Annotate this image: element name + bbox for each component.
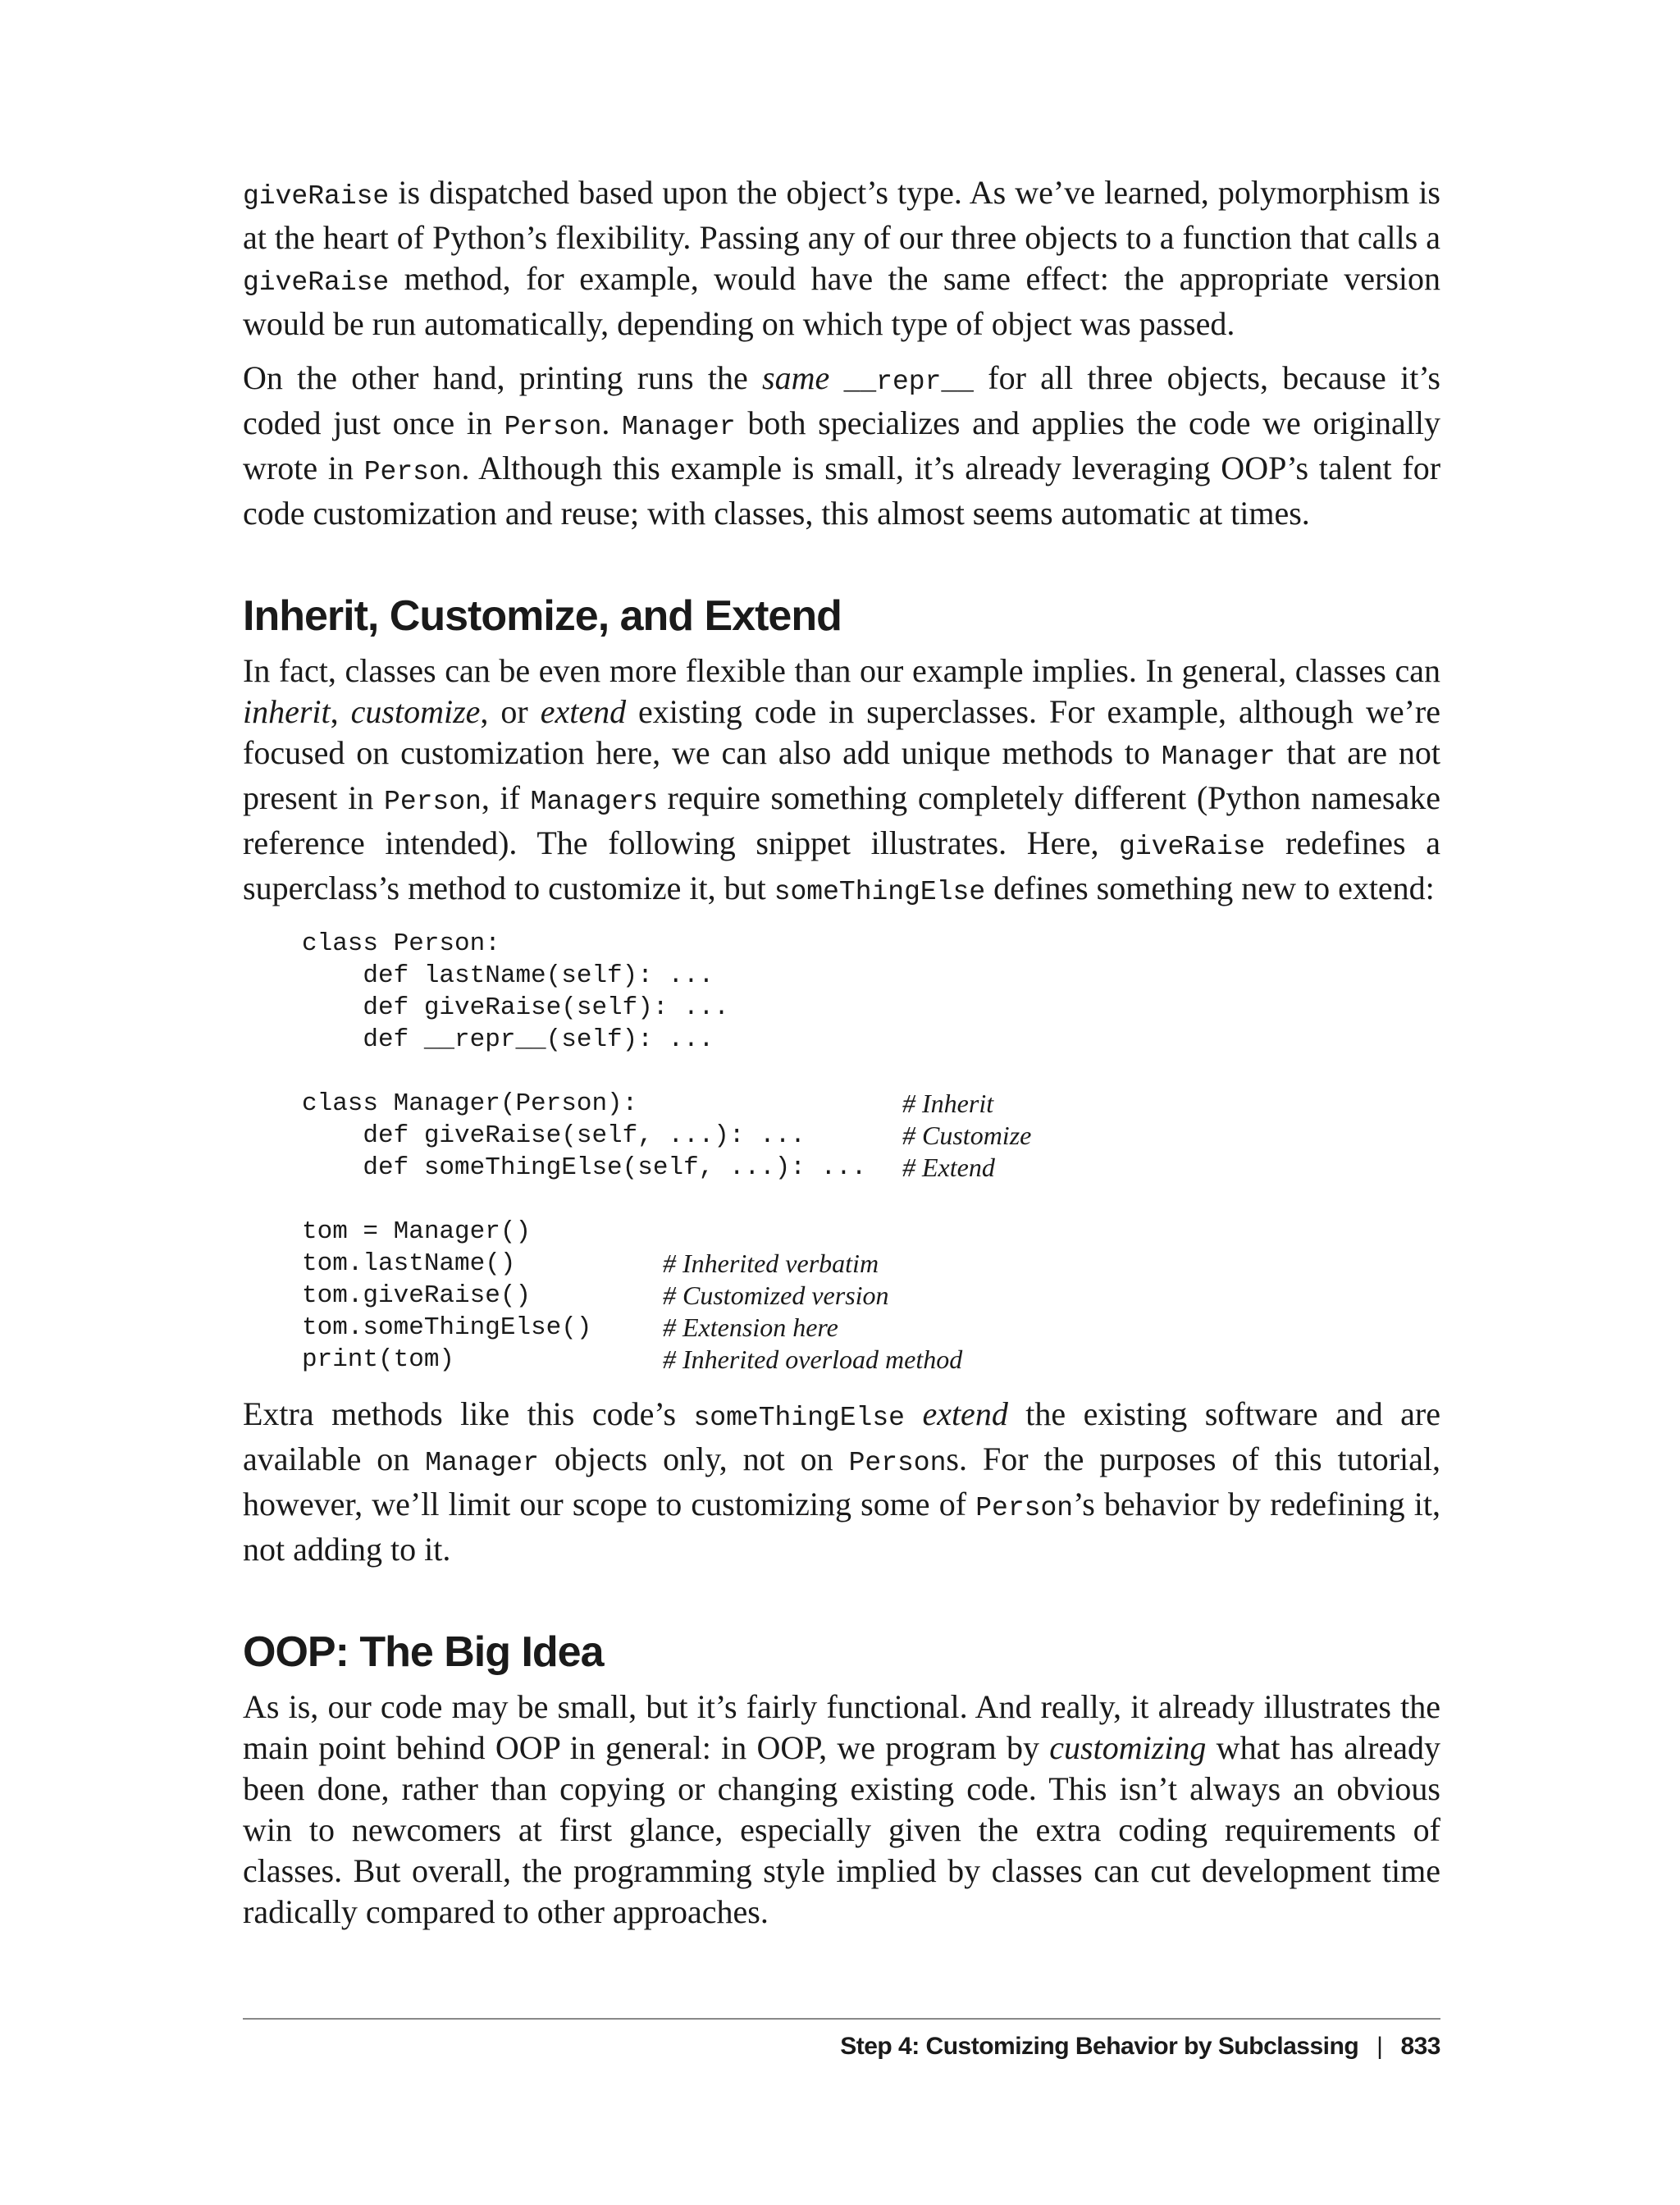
section-heading-oop: OOP: The Big Idea — [243, 1628, 604, 1676]
text: . — [601, 404, 623, 441]
code-comment: # Inherited overload method — [663, 1344, 963, 1374]
text: ’s behavior by redefining it, not adding to it. — [243, 1486, 1441, 1568]
text: the existing software and are available on — [243, 1395, 1441, 1477]
emphasis: customizing — [1049, 1729, 1207, 1766]
inline-code: Manager — [425, 1448, 539, 1478]
inline-code: Person — [384, 787, 482, 817]
inline-code: giveRaise — [1119, 832, 1266, 862]
code-comment: # Extend — [902, 1153, 995, 1182]
page-footer — [840, 2033, 1440, 2061]
paragraph-inherit — [243, 651, 1440, 913]
code-line: tom.giveRaise() # Customized version — [302, 1281, 889, 1310]
emphasis: extend — [922, 1395, 1008, 1432]
code-line: def lastName(self): ... — [302, 961, 714, 990]
inline-code: someThingElse — [693, 1403, 905, 1433]
text: for all three objects, because it’s coded just once in — [243, 359, 1440, 441]
code-line: tom.lastName() # Inherited verbatim — [302, 1249, 879, 1278]
text: what has already been done, rather than copying or changing existing code. This isn’t always an obvious win to newcomers at first glance, especially given the extra coding requirements of classes. But overall, the programming style implied by classes can cut development time radically compared to other approaches. — [243, 1729, 1440, 1930]
paragraph-oop — [243, 1687, 1440, 1933]
emphasis: same — [762, 359, 830, 396]
inline-code: Manager — [622, 412, 736, 442]
paragraph-printing — [243, 358, 1440, 534]
text: , or — [480, 693, 541, 730]
code-line: print(tom) # Inherited overload method — [302, 1344, 963, 1374]
text: both specializes and applies the code we originally wrote in — [243, 404, 1441, 486]
inline-code: Person — [363, 457, 462, 487]
page-number: 833 — [1400, 2033, 1440, 2060]
code-line: def __repr__(self): ... — [302, 1025, 714, 1054]
text — [905, 1395, 922, 1432]
code-line: def someThingElse(self, ...): ... # Extend — [302, 1153, 995, 1182]
emphasis: inherit — [243, 693, 331, 730]
footer-divider — [243, 2018, 1440, 2020]
running-footer-title: Step 4: Customizing Behavior by Subclassing — [840, 2033, 1359, 2060]
inline-code: someThingElse — [774, 877, 986, 907]
text: s. For the purposes of this tutorial, however, we’ll limit our scope to customizing some of — [243, 1440, 1440, 1522]
code-comment: # Customized version — [663, 1281, 889, 1310]
footer-separator: | — [1376, 2033, 1383, 2060]
text: defines something new to extend: — [985, 870, 1435, 906]
code-line: tom.someThingElse() # Extension here — [302, 1312, 838, 1342]
inline-code: __repr__ — [843, 367, 974, 397]
inline-code: giveRaise — [243, 181, 390, 212]
paragraph-extra-methods — [243, 1394, 1440, 1570]
text: method, for example, would have the same effect: the appropriate version would be run automatically, depending on which type of object was passed. — [243, 260, 1440, 342]
code-comment: # Customize — [902, 1121, 1032, 1150]
emphasis: customize — [350, 693, 481, 730]
text: redefines a superclass’s method to customize it, but — [243, 824, 1440, 906]
emphasis: extend — [540, 693, 627, 730]
code-line: class Manager(Person): # Inherit — [302, 1089, 994, 1118]
text: existing code in superclasses. For example, although we’re focused on customization here, we can also add unique methods to — [243, 693, 1440, 771]
text: Extra methods like this code’s — [243, 1395, 694, 1432]
inline-code: Manager — [1161, 742, 1276, 772]
inline-code: Person — [975, 1493, 1074, 1523]
text: On the other hand, printing runs the — [243, 359, 763, 396]
code-line: class Person: — [302, 929, 500, 958]
text: is dispatched based upon the object’s type. As we’ve learned, polymorphism is at the heart of Python’s flexibility. Passing any of our three objects to a function that calls a — [243, 174, 1440, 256]
inline-code: Person — [848, 1448, 947, 1478]
inline-code: Person — [504, 412, 602, 442]
code-comment: # Inherited verbatim — [663, 1249, 879, 1278]
inline-code: giveRaise — [243, 267, 390, 298]
page-content — [243, 172, 1440, 1946]
code-comment: # Inherit — [902, 1089, 994, 1118]
code-line: def giveRaise(self): ... — [302, 993, 729, 1022]
text: As is, our code may be small, but it’s fairly functional. And really, it already illustrates the main point behind OOP in general: in OOP, we program by — [243, 1688, 1440, 1766]
text: , — [330, 693, 351, 730]
text: s require something completely different (Python namesake reference intended). The following snippet illustrates. Here, — [243, 779, 1441, 861]
text: that are not present in — [243, 734, 1441, 816]
text: In fact, classes can be even more flexible than our example implies. In general, classes can — [243, 652, 1440, 689]
text: . Although this example is small, it’s already leveraging OOP’s talent for code customization and reuse; with classes, this almost seems automatic at times. — [243, 450, 1441, 532]
section-heading-inherit: Inherit, Customize, and Extend — [243, 592, 842, 640]
text: , if — [481, 779, 531, 816]
inline-code: Manager — [530, 787, 645, 817]
code-comment: # Extension here — [663, 1312, 838, 1342]
code-line: tom = Manager() — [302, 1217, 532, 1246]
text: objects only, not on — [538, 1440, 849, 1477]
code-listing — [302, 928, 1440, 1376]
code-line: def giveRaise(self, ...): ... # Customize — [302, 1121, 1032, 1150]
paragraph-polymorphism — [243, 172, 1440, 345]
